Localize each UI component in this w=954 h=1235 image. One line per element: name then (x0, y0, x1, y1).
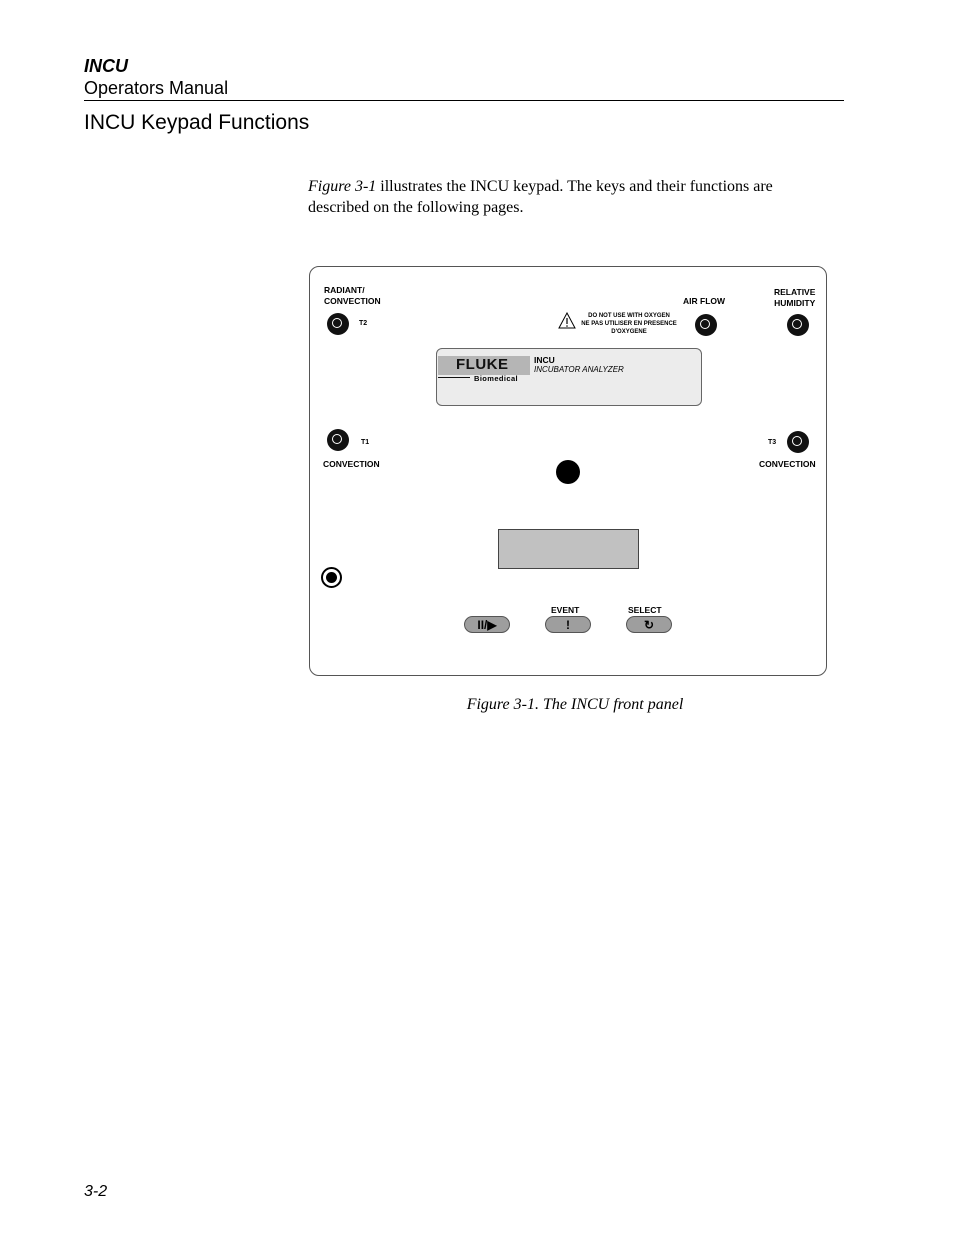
lcd-display (498, 529, 639, 569)
warning-line3: D'OXYGENE (611, 329, 647, 335)
header-product: INCU (84, 56, 128, 76)
product-subtitle: INCUBATOR ANALYZER (534, 365, 624, 374)
exclamation-icon: ! (566, 617, 570, 632)
radiant-label-line1: RADIANT/ (324, 285, 365, 295)
event-key[interactable] (545, 616, 591, 633)
play-pause-icon: II/▶ (477, 617, 497, 632)
warning-line1: DO NOT USE WITH OXYGEN (588, 313, 670, 319)
section-title: INCU Keypad Functions (84, 111, 310, 134)
convection-left-label: CONVECTION (323, 459, 380, 469)
power-button-center (326, 572, 337, 583)
product-name: INCU (534, 355, 555, 365)
select-key-label: SELECT (628, 605, 662, 615)
t3-label: T3 (768, 439, 777, 446)
figure-caption: Figure 3-1. The INCU front panel (466, 696, 684, 713)
header-manual-title: Operators Manual (84, 78, 229, 98)
figure-reference: Figure 3-1 (308, 178, 377, 195)
convection-right-label: CONVECTION (759, 459, 816, 469)
humidity-label-line1: RELATIVE (774, 287, 816, 297)
intro-text: illustrates the INCU keypad. The keys and their functions are described on the following pages. (308, 178, 773, 216)
logo-underline (438, 377, 470, 378)
relative-humidity-label (774, 287, 815, 308)
warning-line2: NE PAS UTILISER EN PRESENCE (581, 321, 677, 327)
header-rule (84, 100, 844, 101)
intro-paragraph (308, 176, 828, 218)
radiant-convection-label (324, 285, 381, 306)
rotate-icon: ↻ (643, 617, 655, 632)
humidity-jack[interactable] (787, 314, 809, 336)
fluke-logo: FLUKE (456, 356, 509, 373)
event-key-label: EVENT (551, 605, 580, 615)
t1-jack[interactable] (327, 429, 349, 451)
biomedical-logo-text: Biomedical (474, 374, 519, 383)
t2-jack[interactable] (327, 313, 349, 335)
center-sensor-port (556, 460, 580, 484)
air-flow-label: AIR FLOW (683, 296, 726, 306)
radiant-label-line2: CONVECTION (324, 295, 381, 306)
t3-jack[interactable] (787, 431, 809, 453)
t2-label: T2 (359, 320, 368, 327)
oxygen-warning-text (574, 312, 684, 336)
page-number: 3-2 (84, 1183, 108, 1200)
select-key[interactable] (626, 616, 672, 633)
t1-label: T1 (361, 439, 370, 446)
air-flow-jack[interactable] (695, 314, 717, 336)
humidity-label-line2: HUMIDITY (774, 297, 816, 308)
play-pause-key[interactable] (464, 616, 510, 633)
